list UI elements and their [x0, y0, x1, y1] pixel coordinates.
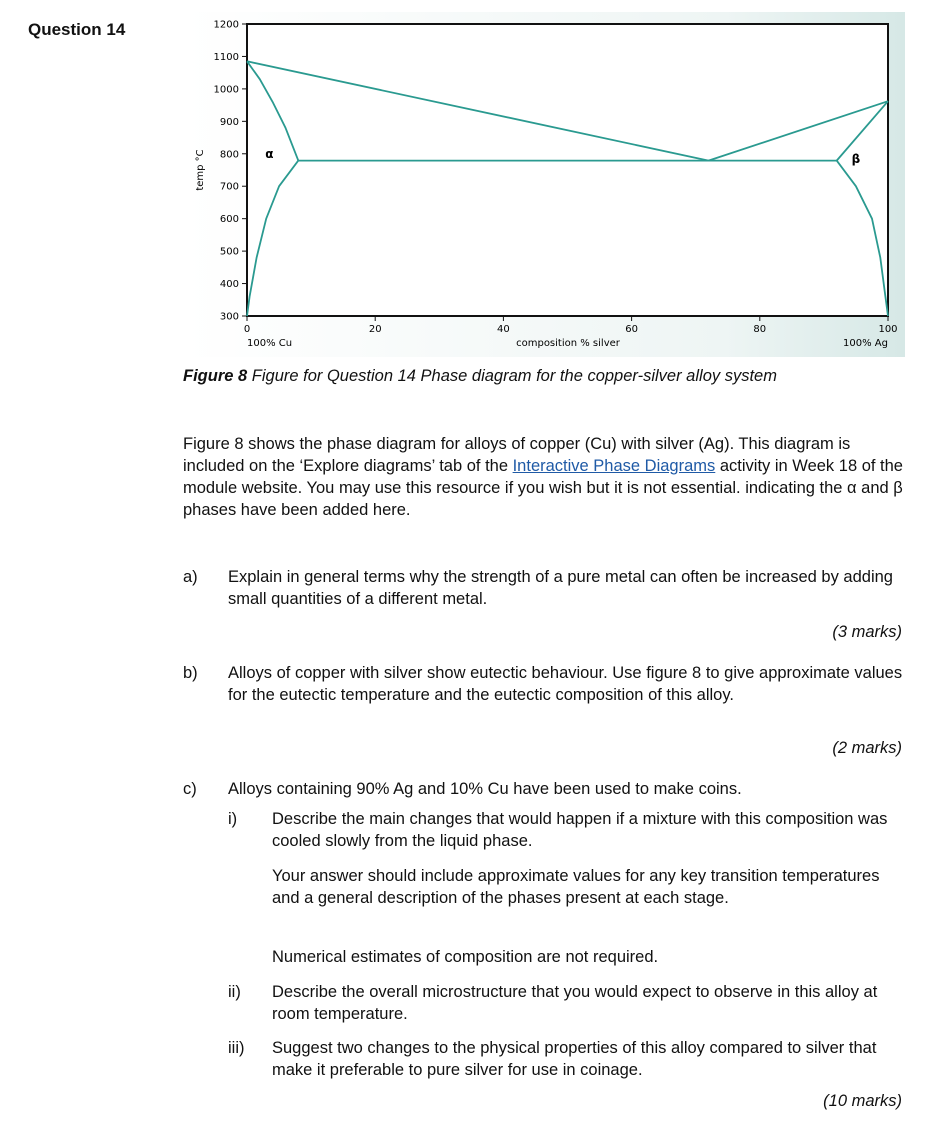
part-c-ii-text: Describe the overall microstructure that you would expect to observe in this alloy at room temperature. [272, 983, 878, 1023]
part-c-ii [228, 981, 908, 1025]
x-tick-label: 40 [497, 324, 510, 335]
x-end-label-right: 100% Ag [843, 338, 888, 349]
part-c-text: Alloys containing 90% Ag and 10% Cu have been used to make coins. [228, 780, 742, 798]
part-c-iii [228, 1037, 908, 1081]
y-tick-label: 900 [219, 116, 239, 128]
part-a-text: Explain in general terms why the strength of a pure metal can often be increased by adding small quantities of a different metal. [228, 568, 893, 608]
figure-caption-text: Figure for Question 14 Phase diagram for the copper-silver alloy system [247, 367, 777, 385]
interactive-phase-diagrams-link[interactable]: Interactive Phase Diagrams [512, 457, 716, 475]
x-tick-label: 0 [243, 324, 251, 335]
part-c-iii-label: iii) [228, 1039, 245, 1057]
part-c [183, 778, 903, 800]
x-end-label-left: 100% Cu [247, 338, 293, 349]
figure-caption [183, 367, 777, 386]
y-tick-label: 500 [219, 246, 239, 258]
part-a-label: a) [183, 568, 198, 586]
plot-area [247, 24, 888, 316]
part-b-text: Alloys of copper with silver show eutectic behaviour. Use figure 8 to give approximate values for the eutectic temperature and the eutectic composition of this alloy. [228, 664, 903, 704]
part-a-marks: (3 marks) [832, 623, 902, 641]
part-c-i-note1: Your answer should include approximate values for any key transition temperatures and a general description of the phases present at each stage. [272, 867, 880, 907]
part-a [183, 566, 903, 610]
y-tick-label: 1200 [213, 19, 239, 31]
part-b-label: b) [183, 664, 198, 682]
part-c-marks: (10 marks) [823, 1092, 902, 1110]
part-c-label: c) [183, 780, 197, 798]
intro-paragraph [183, 433, 905, 521]
figure-caption-label: Figure 8 [183, 367, 248, 385]
x-tick-label: 60 [625, 324, 638, 335]
phase-label: β [851, 151, 861, 166]
phase-label: α [265, 146, 274, 161]
part-c-i-text: Describe the main changes that would happen if a mixture with this composition was cooled slowly from the liquid phase. [272, 810, 888, 850]
x-tick-label: 20 [368, 324, 382, 335]
intro-text-1: Figure 8 shows the phase diagram for alloys of copper (Cu) with silver (Ag). This diagram is included on the ‘Explore diagrams’ tab of the [183, 435, 851, 475]
y-tick-label: 400 [219, 279, 239, 291]
phase-diagram-chart [185, 12, 905, 357]
y-tick-label: 1000 [213, 84, 239, 96]
x-tick-label: 100 [878, 324, 898, 335]
part-c-i-label: i) [228, 810, 238, 828]
x-tick-label: 80 [753, 324, 767, 335]
y-tick-label: 300 [219, 311, 239, 323]
part-b-marks: (2 marks) [832, 739, 902, 757]
y-tick-label: 1100 [213, 51, 239, 63]
question-number: Question 14 [28, 20, 126, 39]
y-tick-label: 800 [219, 149, 239, 161]
y-tick-label: 700 [219, 181, 239, 193]
y-axis-label: temp °C [195, 149, 206, 191]
part-c-i-note2: Numerical estimates of composition are not required. [272, 948, 659, 966]
part-b [183, 662, 903, 706]
part-c-iii-text: Suggest two changes to the physical properties of this alloy compared to silver that make it preferable to pure silver for use in coinage. [272, 1039, 877, 1079]
y-tick-label: 600 [219, 214, 239, 226]
part-c-ii-label: ii) [228, 983, 241, 1001]
x-axis-label: composition % silver [516, 338, 620, 349]
intro-text-2: activity in Week 18 of the module website. You may use this resource if you wish but it is not essential. indicating the α and β phases have been added here. [183, 457, 903, 519]
part-c-i [228, 808, 908, 852]
